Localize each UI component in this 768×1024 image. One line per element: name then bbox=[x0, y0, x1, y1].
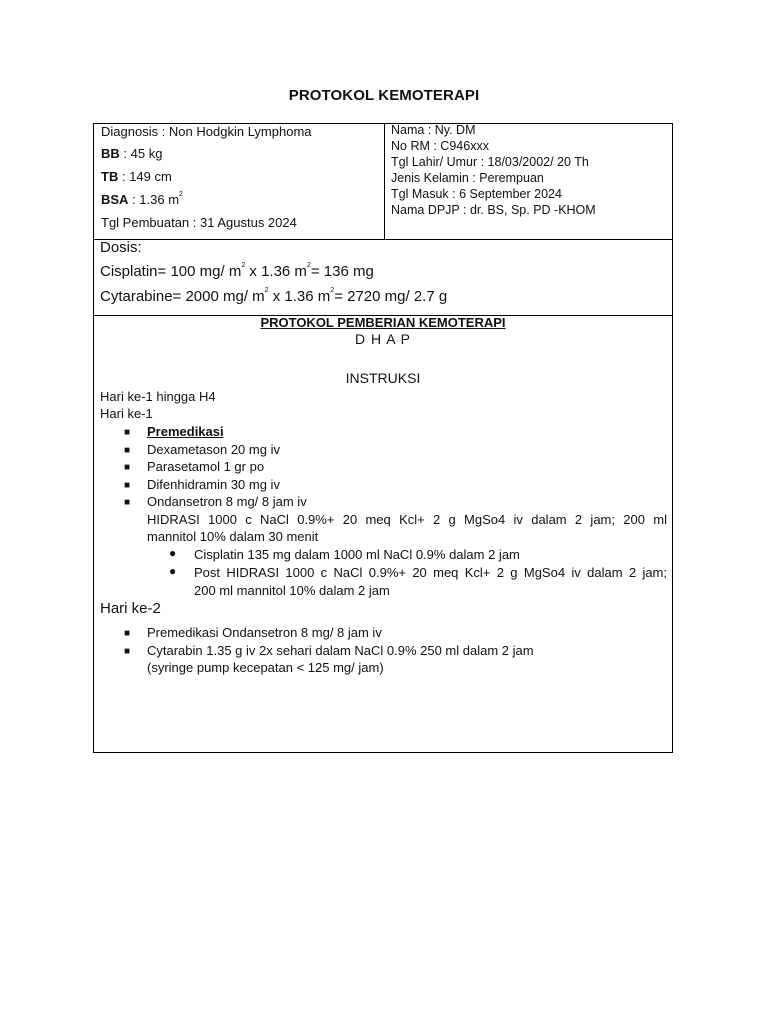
cisplatin-dose-part: Cisplatin= 100 mg/ m bbox=[100, 263, 242, 280]
round-bullet-icon: ● bbox=[169, 546, 177, 560]
square-bullet-icon: ■ bbox=[124, 462, 131, 473]
hidrasi-text-line-1: HIDRASI 1000 c NaCl 0.9%+ 20 meq Kcl+ 2 g MgSo4 iv dalam 2 jam; 200 ml bbox=[147, 512, 667, 527]
document-title: PROTOKOL KEMOTERAPI bbox=[288, 87, 480, 104]
bb-value: : 45 kg bbox=[119, 146, 163, 161]
square-bullet-icon: ■ bbox=[124, 427, 131, 438]
bsa-label: BSA bbox=[101, 192, 129, 207]
body-height bbox=[101, 169, 172, 184]
cytarabine-dose-part: = 2720 mg/ 2.7 g bbox=[334, 288, 448, 305]
dosis-label: Dosis: bbox=[100, 239, 142, 256]
premedikasi-label: Premedikasi bbox=[147, 424, 224, 439]
tb-value: : 149 cm bbox=[118, 169, 172, 184]
cytarabine-dose bbox=[100, 288, 447, 305]
hidrasi-text-line-2: mannitol 10% dalam 30 menit bbox=[147, 529, 319, 544]
gender: Jenis Kelamin : Perempuan bbox=[391, 171, 544, 185]
superscript: 2 bbox=[306, 262, 311, 269]
dosage-row bbox=[94, 239, 672, 316]
square-bullet-icon: ■ bbox=[124, 497, 131, 508]
protocol-table bbox=[93, 123, 673, 753]
cytarabine-dose-part: x 1.36 m bbox=[268, 288, 331, 305]
bb-label: BB bbox=[101, 146, 120, 161]
sub-list-item: Post HIDRASI 1000 c NaCl 0.9%+ 20 meq Kcl+ 2 g MgSo4 iv dalam 2 jam; bbox=[194, 565, 667, 580]
admission-date: Tgl Masuk : 6 September 2024 bbox=[391, 187, 562, 201]
list-item: Cytarabin 1.35 g iv 2x sehari dalam NaCl 0.9% 250 ml dalam 2 jam bbox=[147, 643, 534, 658]
list-item: Premedikasi Ondansetron 8 mg/ 8 jam iv bbox=[147, 625, 382, 640]
bsa-value: : 1.36 m bbox=[128, 192, 180, 207]
day-2-label: Hari ke-2 bbox=[100, 600, 161, 617]
patient-info-row bbox=[94, 124, 672, 240]
list-item: Dexametason 20 mg iv bbox=[147, 442, 280, 457]
birth-date-age: Tgl Lahir/ Umur : 18/03/2002/ 20 Th bbox=[391, 155, 589, 169]
clinical-info-cell bbox=[94, 124, 385, 239]
square-bullet-icon: ■ bbox=[124, 646, 131, 657]
superscript: 2 bbox=[264, 287, 269, 294]
day-1-label: Hari ke-1 bbox=[100, 406, 153, 421]
round-bullet-icon: ● bbox=[169, 564, 177, 578]
day-range: Hari ke-1 hingga H4 bbox=[100, 389, 216, 404]
instruksi-heading: INSTRUKSI bbox=[345, 370, 421, 386]
patient-identity-cell bbox=[385, 124, 672, 239]
protocol-heading: PROTOKOL PEMBERIAN KEMOTERAPI bbox=[260, 315, 506, 330]
list-item-continuation: (syringe pump kecepatan < 125 mg/ jam) bbox=[147, 660, 384, 675]
square-bullet-icon: ■ bbox=[124, 445, 131, 456]
diagnosis-text: Diagnosis : Non Hodgkin Lymphoma bbox=[101, 124, 312, 139]
cisplatin-dose-part: = 136 mg bbox=[310, 263, 374, 280]
cytarabine-dose-part: Cytarabine= 2000 mg/ m bbox=[100, 288, 265, 305]
regimen-name: D H A P bbox=[354, 331, 412, 347]
cisplatin-dose bbox=[100, 263, 374, 280]
square-bullet-icon: ■ bbox=[124, 480, 131, 491]
tb-label: TB bbox=[101, 169, 119, 184]
list-item: Ondansetron 8 mg/ 8 jam iv bbox=[147, 494, 307, 509]
bsa-superscript: 2 bbox=[179, 191, 183, 198]
sub-list-item: Cisplatin 135 mg dalam 1000 ml NaCl 0.9% dalam 2 jam bbox=[194, 547, 520, 562]
sub-list-item-continuation: 200 ml mannitol 10% dalam 2 jam bbox=[194, 583, 390, 598]
medical-record-number: No RM : C946xxx bbox=[391, 139, 489, 153]
list-item: Difenhidramin 30 mg iv bbox=[147, 477, 280, 492]
superscript: 2 bbox=[330, 287, 335, 294]
protocol-section bbox=[94, 315, 672, 752]
creation-date: Tgl Pembuatan : 31 Agustus 2024 bbox=[101, 215, 297, 230]
body-weight bbox=[101, 146, 162, 161]
list-item: Parasetamol 1 gr po bbox=[147, 459, 265, 474]
square-bullet-icon: ■ bbox=[124, 628, 131, 639]
cisplatin-dose-part: x 1.36 m bbox=[245, 263, 307, 280]
superscript: 2 bbox=[241, 262, 246, 269]
dpjp-name: Nama DPJP : dr. BS, Sp. PD -KHOM bbox=[391, 203, 596, 217]
patient-name: Nama : Ny. DM bbox=[391, 123, 476, 137]
body-surface-area bbox=[101, 192, 183, 207]
